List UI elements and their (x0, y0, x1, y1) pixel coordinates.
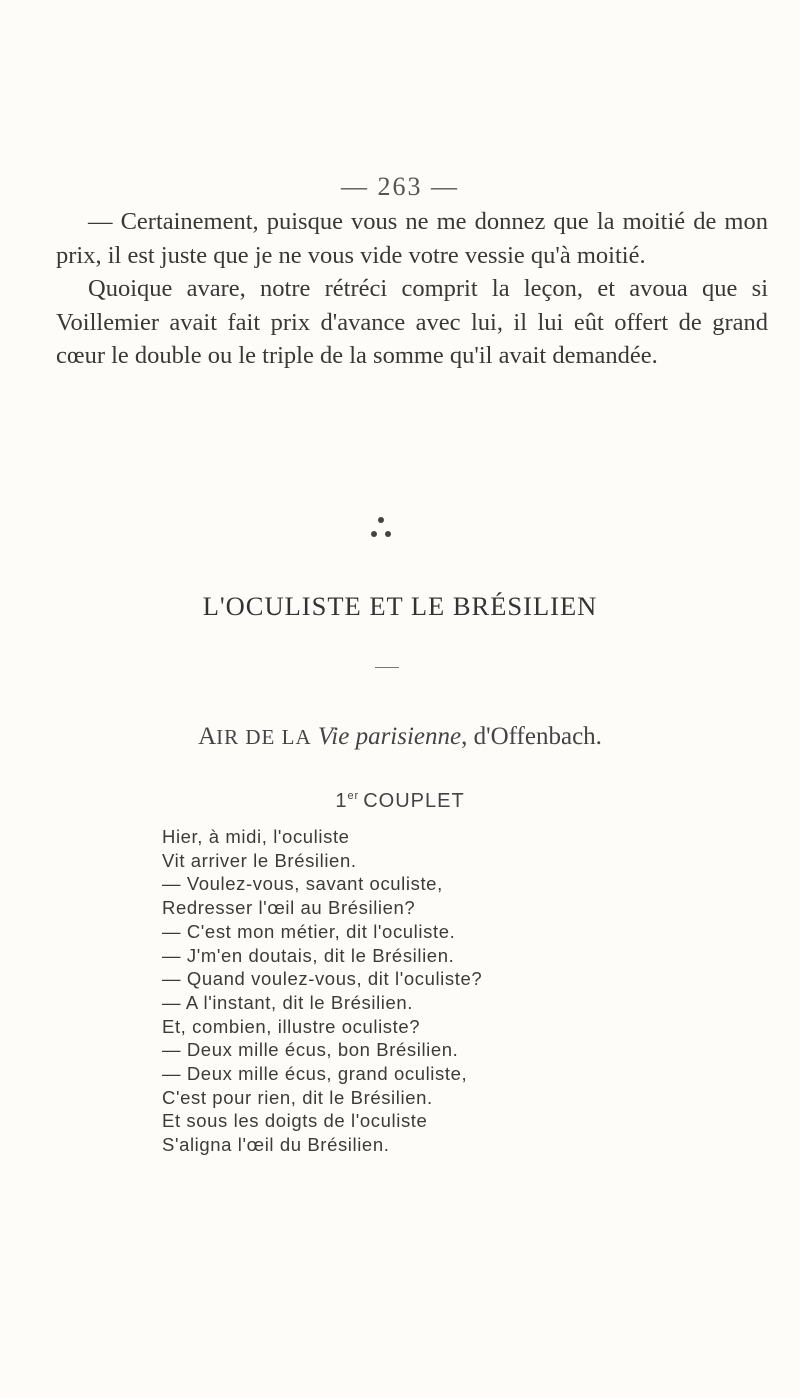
couplet-ordinal: er (347, 790, 360, 802)
prose-paragraph-2: Quoique avare, notre rétréci comprit la leçon, et avoua que si Voillemier avait fait prix d'avance avec lui, il lui eût offert de grand cœur le double ou le triple de la somme qu'il avait demandée. (56, 275, 768, 369)
title-divider (375, 667, 399, 668)
prose-paragraph-1: — Certainement, puisque vous ne me donnez que la moitié de mon prix, il est juste que je ne vous vide votre vessie qu'à moitié. (56, 208, 768, 269)
verse-block (162, 825, 632, 1157)
section-title: L'OCULISTE ET LE BRÉSILIEN (202, 591, 598, 621)
page-number: — 263 — (341, 172, 459, 201)
asterism-ornament-icon (366, 512, 396, 542)
verse-line: Et sous les doigts de l'oculiste (162, 1110, 428, 1132)
verse-line: — Deux mille écus, bon Brésilien. (162, 1039, 459, 1061)
air-composer: , d'Offenbach. (461, 723, 602, 750)
verse-line: — Quand voulez-vous, dit l'oculiste? (162, 968, 483, 990)
air-attribution (0, 723, 800, 751)
verse-line: — A l'instant, dit le Brésilien. (162, 991, 414, 1013)
verse-line: — C'est mon métier, dit l'oculiste. (162, 920, 456, 942)
verse-line: Redresser l'œil au Brésilien? (162, 897, 416, 919)
air-prefix-initial: A (198, 723, 217, 750)
verse-line: Hier, à midi, l'oculiste (162, 826, 350, 847)
prose-block (56, 205, 768, 373)
couplet-heading (0, 790, 800, 813)
verse-line: — Voulez-vous, savant oculiste, (162, 873, 443, 895)
verse-line: — Deux mille écus, grand oculiste, (162, 1063, 468, 1085)
air-prefix: IR DE LA (216, 725, 312, 749)
air-work-title: Vie parisienne (317, 723, 462, 750)
couplet-number: 1 (335, 790, 348, 812)
verse-line: S'aligna l'œil du Brésilien. (162, 1134, 390, 1156)
verse-line: Vit arriver le Brésilien. (162, 849, 357, 871)
couplet-label: COUPLET (363, 790, 465, 812)
verse-line: C'est pour rien, dit le Brésilien. (162, 1086, 433, 1108)
verse-line: Et, combien, illustre oculiste? (162, 1015, 421, 1037)
verse-line: — J'm'en doutais, dit le Brésilien. (162, 944, 455, 966)
